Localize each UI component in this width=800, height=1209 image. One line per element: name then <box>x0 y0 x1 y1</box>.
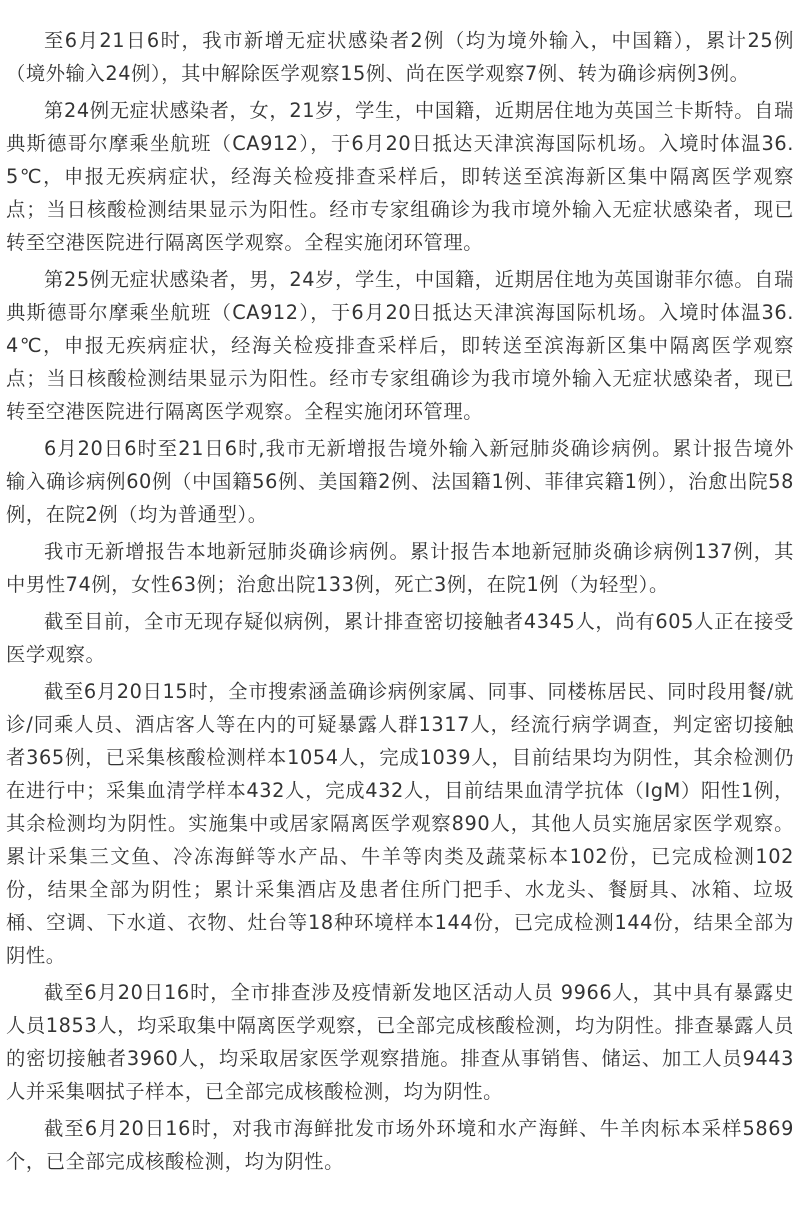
paragraph-exposure-search: 截至6月20日15时，全市搜索涵盖确诊病例家属、同事、同楼栋居民、同时段用餐/就诊/同乘人员、酒店客人等在内的可疑暴露人群1317人，经流行病学调查，判定密切接触者365例，已采集核酸检测样本1054人，完成1039人，目前结果均为阴性，其余检测仍在进行中；采集血清学样本432人，完成432人，目前结果血清学抗体（IgM）阳性1例，其余检测均为阴性。实施集中或居家隔离医学观察890人，其他人员实施居家医学观察。累计采集三文鱼、冷冻海鲜等水产品、牛羊等肉类及蔬菜标本102份，已完成检测102份，结果全部为阴性；累计采集酒店及患者住所门把手、水龙头、餐厨具、冰箱、垃圾桶、空调、下水道、衣物、灶台等18种环境样本144份，已完成检测144份，结果全部为阴性。 <box>6 680 794 967</box>
paragraph-local-confirmed: 我市无新增报告本地新冠肺炎确诊病例。累计报告本地新冠肺炎确诊病例137例，其中男性74例，女性63例；治愈出院133例，死亡3例，在院1例（为轻型）。 <box>6 540 794 596</box>
article-body <box>0 24 800 1178</box>
paragraph-xinfadi-screening: 截至6月20日16时，全市排查涉及疫情新发地区活动人员 9966人，其中具有暴露史人员1853人，均采取集中隔离医学观察，已全部完成核酸检测，均为阴性。排查暴露人员的密切接触者3960人，均采取居家医学观察措施。排查从事销售、储运、加工人员9443人并采集咽拭子样本，已全部完成核酸检测，均为阴性。 <box>6 981 794 1103</box>
paragraph-imported-confirmed: 6月20日6时至21日6时,我市无新增报告境外输入新冠肺炎确诊病例。累计报告境外输入确诊病例60例（中国籍56例、美国籍2例、法国籍1例、菲律宾籍1例），治愈出院58例，在院2例（均为普通型）。 <box>6 437 794 526</box>
paragraph-suspected-contacts: 截至目前，全市无现存疑似病例，累计排查密切接触者4345人，尚有605人正在接受医学观察。 <box>6 610 794 666</box>
paragraph-case-24: 第24例无症状感染者，女，21岁，学生，中国籍，近期居住地为英国兰卡斯特。自瑞典斯德哥尔摩乘坐航班（CA912），于6月20日抵达天津滨海国际机场。入境时体温36.5℃，申报无疾病症状，经海关检疫排查采样后，即转送至滨海新区集中隔离医学观察点；当日核酸检测结果显示为阳性。经市专家组确诊为我市境外输入无症状感染者，现已转至空港医院进行隔离医学观察。全程实施闭环管理。 <box>6 99 794 254</box>
paragraph-asymptomatic-summary: 至6月21日6时，我市新增无症状感染者2例（均为境外输入，中国籍），累计25例（境外输入24例），其中解除医学观察15例、尚在医学观察7例、转为确诊病例3例。 <box>6 29 794 85</box>
paragraph-seafood-market-sampling: 截至6月20日16时，对我市海鲜批发市场外环境和水产海鲜、牛羊肉标本采样5869个，已全部完成核酸检测，均为阴性。 <box>6 1117 794 1173</box>
paragraph-case-25: 第25例无症状感染者，男，24岁，学生，中国籍，近期居住地为英国谢菲尔德。自瑞典斯德哥尔摩乘坐航班（CA912），于6月20日抵达天津滨海国际机场。入境时体温36.4℃，申报无疾病症状，经海关检疫排查采样后，即转送至滨海新区集中隔离医学观察点；当日核酸检测结果显示为阳性。经市专家组确诊为我市境外输入无症状感染者，现已转至空港医院进行隔离医学观察。全程实施闭环管理。 <box>6 268 794 423</box>
